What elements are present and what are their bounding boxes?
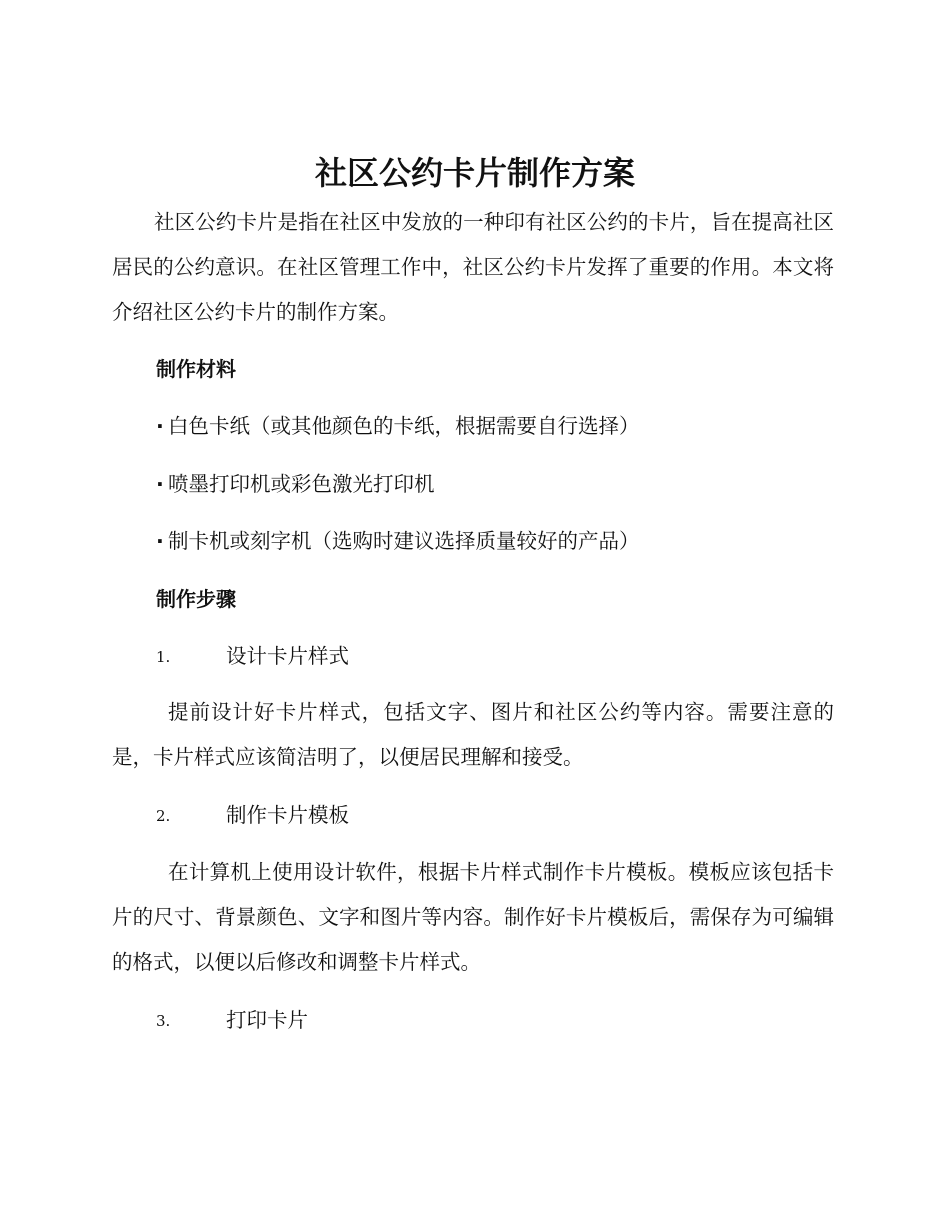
step-number: 1. [156,648,171,666]
materials-item [156,526,640,556]
step-number: 2. [156,807,171,825]
bullet-marker: · [156,414,164,438]
steps-heading: 制作步骤 [156,587,236,611]
step-title: 制作卡片模板 [226,803,349,827]
materials-item [156,411,640,441]
materials-item-text: 喷墨打印机或彩色激光打印机 [168,472,435,496]
document-title: 社区公约卡片制作方案 [314,154,635,192]
materials-item-text: 白色卡纸（或其他颜色的卡纸，根据需要自行选择） [168,414,640,438]
step-item [156,800,349,831]
step-title: 打印卡片 [226,1008,308,1032]
step-item [156,641,349,672]
step-body: 在计算机上使用设计软件，根据卡片样式制作卡片模板。模板应该包括卡片的尺寸、背景颜色、文字和图片等内容。制作好卡片模板后，需保存为可编辑的格式，以便以后修改和调整卡片样式。 [112,860,834,974]
step-number: 3. [156,1012,171,1030]
bullet-marker: · [156,529,164,553]
step-title: 设计卡片样式 [226,644,349,668]
materials-item-text: 制卡机或刻字机（选购时建议选择质量较好的产品） [168,529,640,553]
intro-paragraph: 社区公约卡片是指在社区中发放的一种印有社区公约的卡片，旨在提高社区居民的公约意识。在社区管理工作中，社区公约卡片发挥了重要的作用。本文将介绍社区公约卡片的制作方案。 [112,210,834,324]
bullet-marker: · [156,472,164,496]
step-item [156,1005,308,1036]
materials-item [156,469,435,499]
step-body: 提前设计好卡片样式，包括文字、图片和社区公约等内容。需要注意的是，卡片样式应该简洁明了，以便居民理解和接受。 [112,700,834,769]
materials-heading: 制作材料 [156,357,236,381]
